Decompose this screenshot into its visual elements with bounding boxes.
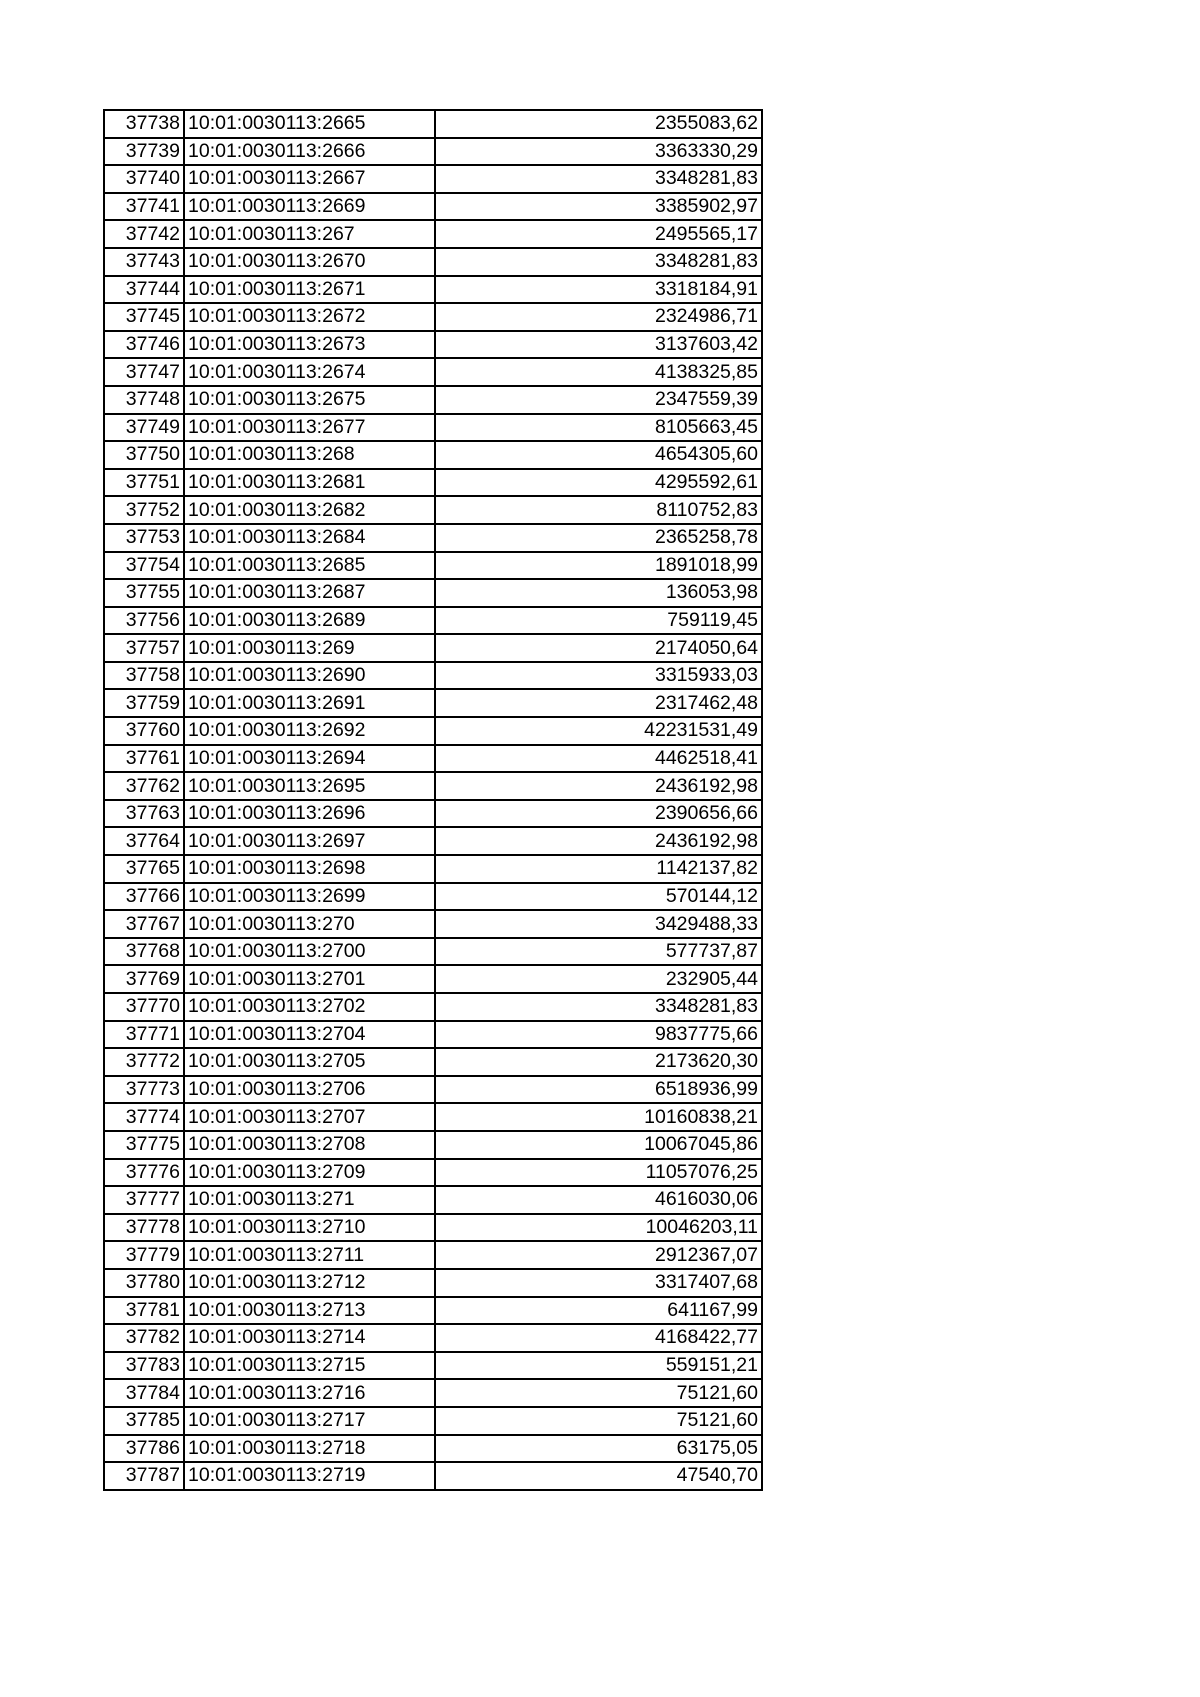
table-row xyxy=(104,220,762,248)
cadastral-number-cell: 10:01:0030113:2673 xyxy=(184,331,435,359)
cadastral-number-cell: 10:01:0030113:2695 xyxy=(184,772,435,800)
cadastral-value-cell: 570144,12 xyxy=(435,883,762,911)
row-number-cell: 37764 xyxy=(104,827,184,855)
cadastral-value-cell: 2365258,78 xyxy=(435,524,762,552)
cadastral-number-cell: 10:01:0030113:2706 xyxy=(184,1076,435,1104)
table-row xyxy=(104,1159,762,1187)
table-row xyxy=(104,1297,762,1325)
row-number-cell: 37770 xyxy=(104,993,184,1021)
table-row xyxy=(104,993,762,1021)
cadastral-number-cell: 10:01:0030113:2666 xyxy=(184,138,435,166)
row-number-cell: 37753 xyxy=(104,524,184,552)
cadastral-value-cell: 11057076,25 xyxy=(435,1159,762,1187)
row-number-cell: 37773 xyxy=(104,1076,184,1104)
cadastral-number-cell: 10:01:0030113:2697 xyxy=(184,827,435,855)
row-number-cell: 37774 xyxy=(104,1103,184,1131)
cadastral-value-cell: 2912367,07 xyxy=(435,1241,762,1269)
row-number-cell: 37771 xyxy=(104,1021,184,1049)
table-row xyxy=(104,1214,762,1242)
cadastral-value-cell: 1142137,82 xyxy=(435,855,762,883)
cadastral-value-cell: 232905,44 xyxy=(435,965,762,993)
table-row xyxy=(104,1407,762,1435)
row-number-cell: 37754 xyxy=(104,552,184,580)
cadastral-value-cell: 2436192,98 xyxy=(435,827,762,855)
cadastral-value-cell: 3317407,68 xyxy=(435,1269,762,1297)
row-number-cell: 37772 xyxy=(104,1048,184,1076)
table-row xyxy=(104,248,762,276)
row-number-cell: 37748 xyxy=(104,386,184,414)
row-number-cell: 37767 xyxy=(104,910,184,938)
row-number-cell: 37765 xyxy=(104,855,184,883)
table-row xyxy=(104,745,762,773)
table-row xyxy=(104,1131,762,1159)
row-number-cell: 37784 xyxy=(104,1379,184,1407)
cadastral-number-cell: 10:01:0030113:2708 xyxy=(184,1131,435,1159)
row-number-cell: 37786 xyxy=(104,1435,184,1463)
cadastral-number-cell: 10:01:0030113:2675 xyxy=(184,386,435,414)
table-row xyxy=(104,800,762,828)
table-row xyxy=(104,827,762,855)
cadastral-number-cell: 10:01:0030113:2718 xyxy=(184,1435,435,1463)
row-number-cell: 37777 xyxy=(104,1186,184,1214)
cadastral-value-cell: 75121,60 xyxy=(435,1379,762,1407)
cadastral-number-cell: 10:01:0030113:2716 xyxy=(184,1379,435,1407)
cadastral-number-cell: 10:01:0030113:268 xyxy=(184,441,435,469)
cadastral-number-cell: 10:01:0030113:2700 xyxy=(184,938,435,966)
row-number-cell: 37743 xyxy=(104,248,184,276)
cadastral-value-cell: 2436192,98 xyxy=(435,772,762,800)
row-number-cell: 37755 xyxy=(104,579,184,607)
table-row xyxy=(104,1021,762,1049)
cadastral-number-cell: 10:01:0030113:2719 xyxy=(184,1462,435,1490)
table-row xyxy=(104,1076,762,1104)
cadastral-value-cell: 8105663,45 xyxy=(435,414,762,442)
cadastral-value-cell: 577737,87 xyxy=(435,938,762,966)
row-number-cell: 37778 xyxy=(104,1214,184,1242)
cadastral-value-cell: 10067045,86 xyxy=(435,1131,762,1159)
cadastral-number-cell: 10:01:0030113:2682 xyxy=(184,496,435,524)
row-number-cell: 37763 xyxy=(104,800,184,828)
table-row xyxy=(104,938,762,966)
cadastral-number-cell: 10:01:0030113:2702 xyxy=(184,993,435,1021)
row-number-cell: 37768 xyxy=(104,938,184,966)
cadastral-value-cell: 4654305,60 xyxy=(435,441,762,469)
cadastral-number-cell: 10:01:0030113:2713 xyxy=(184,1297,435,1325)
table-row xyxy=(104,1324,762,1352)
cadastral-number-cell: 10:01:0030113:2707 xyxy=(184,1103,435,1131)
row-number-cell: 37757 xyxy=(104,634,184,662)
row-number-cell: 37744 xyxy=(104,276,184,304)
row-number-cell: 37756 xyxy=(104,607,184,635)
row-number-cell: 37759 xyxy=(104,689,184,717)
cadastral-number-cell: 10:01:0030113:2714 xyxy=(184,1324,435,1352)
row-number-cell: 37741 xyxy=(104,193,184,221)
table-row xyxy=(104,193,762,221)
cadastral-number-cell: 10:01:0030113:2687 xyxy=(184,579,435,607)
table-row xyxy=(104,662,762,690)
cadastral-number-cell: 10:01:0030113:2694 xyxy=(184,745,435,773)
cadastral-number-cell: 10:01:0030113:2699 xyxy=(184,883,435,911)
table-row xyxy=(104,1435,762,1463)
cadastral-value-cell: 3363330,29 xyxy=(435,138,762,166)
table-row xyxy=(104,579,762,607)
row-number-cell: 37785 xyxy=(104,1407,184,1435)
table-row xyxy=(104,689,762,717)
row-number-cell: 37762 xyxy=(104,772,184,800)
cadastral-value-cell: 3429488,33 xyxy=(435,910,762,938)
table-row xyxy=(104,441,762,469)
cadastral-number-cell: 10:01:0030113:2690 xyxy=(184,662,435,690)
table-row xyxy=(104,110,762,138)
table-row xyxy=(104,772,762,800)
cadastral-number-cell: 10:01:0030113:2701 xyxy=(184,965,435,993)
cadastral-number-cell: 10:01:0030113:2711 xyxy=(184,1241,435,1269)
row-number-cell: 37740 xyxy=(104,165,184,193)
cadastral-value-cell: 47540,70 xyxy=(435,1462,762,1490)
cadastral-value-cell: 2347559,39 xyxy=(435,386,762,414)
cadastral-number-cell: 10:01:0030113:2665 xyxy=(184,110,435,138)
cadastral-value-cell: 641167,99 xyxy=(435,1297,762,1325)
cadastral-value-cell: 3385902,97 xyxy=(435,193,762,221)
row-number-cell: 37783 xyxy=(104,1352,184,1380)
cadastral-number-cell: 10:01:0030113:270 xyxy=(184,910,435,938)
cadastral-number-cell: 10:01:0030113:269 xyxy=(184,634,435,662)
cadastral-number-cell: 10:01:0030113:267 xyxy=(184,220,435,248)
cadastral-value-cell: 6518936,99 xyxy=(435,1076,762,1104)
table-row xyxy=(104,1379,762,1407)
cadastral-number-cell: 10:01:0030113:2670 xyxy=(184,248,435,276)
table-row xyxy=(104,1186,762,1214)
table-row xyxy=(104,717,762,745)
table-row xyxy=(104,1269,762,1297)
cadastral-value-cell: 4462518,41 xyxy=(435,745,762,773)
cadastral-value-cell: 3348281,83 xyxy=(435,165,762,193)
cadastral-value-cell: 10046203,11 xyxy=(435,1214,762,1242)
row-number-cell: 37760 xyxy=(104,717,184,745)
cadastral-value-cell: 4138325,85 xyxy=(435,358,762,386)
cadastral-number-cell: 10:01:0030113:2712 xyxy=(184,1269,435,1297)
row-number-cell: 37776 xyxy=(104,1159,184,1187)
cadastral-number-cell: 10:01:0030113:2696 xyxy=(184,800,435,828)
cadastral-number-cell: 10:01:0030113:2705 xyxy=(184,1048,435,1076)
cadastral-number-cell: 10:01:0030113:2672 xyxy=(184,303,435,331)
cadastral-value-cell: 136053,98 xyxy=(435,579,762,607)
row-number-cell: 37782 xyxy=(104,1324,184,1352)
table-row xyxy=(104,1048,762,1076)
table-row xyxy=(104,524,762,552)
cadastral-value-cell: 1891018,99 xyxy=(435,552,762,580)
cadastral-value-cell: 3137603,42 xyxy=(435,331,762,359)
cadastral-value-cell: 2355083,62 xyxy=(435,110,762,138)
table-row xyxy=(104,883,762,911)
cadastral-value-cell: 2495565,17 xyxy=(435,220,762,248)
cadastral-number-cell: 10:01:0030113:2709 xyxy=(184,1159,435,1187)
table-row xyxy=(104,1241,762,1269)
row-number-cell: 37758 xyxy=(104,662,184,690)
table-row xyxy=(104,276,762,304)
cadastral-value-cell: 3315933,03 xyxy=(435,662,762,690)
table-row xyxy=(104,607,762,635)
cadastral-number-cell: 10:01:0030113:2685 xyxy=(184,552,435,580)
table-body xyxy=(104,110,762,1490)
row-number-cell: 37742 xyxy=(104,220,184,248)
cadastral-value-cell: 10160838,21 xyxy=(435,1103,762,1131)
cadastral-number-cell: 10:01:0030113:2698 xyxy=(184,855,435,883)
cadastral-value-cell: 9837775,66 xyxy=(435,1021,762,1049)
row-number-cell: 37775 xyxy=(104,1131,184,1159)
table-row xyxy=(104,855,762,883)
table-row xyxy=(104,910,762,938)
table-row xyxy=(104,386,762,414)
row-number-cell: 37787 xyxy=(104,1462,184,1490)
cadastral-value-cell: 2173620,30 xyxy=(435,1048,762,1076)
row-number-cell: 37769 xyxy=(104,965,184,993)
table-row xyxy=(104,303,762,331)
cadastral-value-cell: 3318184,91 xyxy=(435,276,762,304)
row-number-cell: 37750 xyxy=(104,441,184,469)
table-row xyxy=(104,496,762,524)
table-row xyxy=(104,358,762,386)
row-number-cell: 37766 xyxy=(104,883,184,911)
row-number-cell: 37779 xyxy=(104,1241,184,1269)
table-row xyxy=(104,634,762,662)
cadastral-value-cell: 2317462,48 xyxy=(435,689,762,717)
cadastral-number-cell: 10:01:0030113:2669 xyxy=(184,193,435,221)
row-number-cell: 37780 xyxy=(104,1269,184,1297)
table-row xyxy=(104,138,762,166)
table-row xyxy=(104,469,762,497)
table-row xyxy=(104,414,762,442)
cadastral-number-cell: 10:01:0030113:2671 xyxy=(184,276,435,304)
table-row xyxy=(104,1103,762,1131)
cadastral-value-cell: 2174050,64 xyxy=(435,634,762,662)
row-number-cell: 37746 xyxy=(104,331,184,359)
cadastral-number-cell: 10:01:0030113:2691 xyxy=(184,689,435,717)
cadastral-number-cell: 10:01:0030113:2667 xyxy=(184,165,435,193)
row-number-cell: 37781 xyxy=(104,1297,184,1325)
row-number-cell: 37738 xyxy=(104,110,184,138)
cadastral-number-cell: 10:01:0030113:2689 xyxy=(184,607,435,635)
cadastral-value-cell: 3348281,83 xyxy=(435,248,762,276)
row-number-cell: 37752 xyxy=(104,496,184,524)
row-number-cell: 37739 xyxy=(104,138,184,166)
cadastral-value-table xyxy=(103,109,763,1491)
table-row xyxy=(104,1352,762,1380)
table-row xyxy=(104,965,762,993)
cadastral-value-cell: 3348281,83 xyxy=(435,993,762,1021)
table-row xyxy=(104,165,762,193)
row-number-cell: 37751 xyxy=(104,469,184,497)
cadastral-value-cell: 2324986,71 xyxy=(435,303,762,331)
cadastral-number-cell: 10:01:0030113:2717 xyxy=(184,1407,435,1435)
table-row xyxy=(104,1462,762,1490)
cadastral-number-cell: 10:01:0030113:2704 xyxy=(184,1021,435,1049)
cadastral-number-cell: 10:01:0030113:2674 xyxy=(184,358,435,386)
row-number-cell: 37749 xyxy=(104,414,184,442)
cadastral-value-cell: 63175,05 xyxy=(435,1435,762,1463)
cadastral-number-cell: 10:01:0030113:2681 xyxy=(184,469,435,497)
cadastral-value-cell: 759119,45 xyxy=(435,607,762,635)
cadastral-value-cell: 75121,60 xyxy=(435,1407,762,1435)
cadastral-number-cell: 10:01:0030113:2684 xyxy=(184,524,435,552)
cadastral-value-cell: 559151,21 xyxy=(435,1352,762,1380)
cadastral-value-cell: 4295592,61 xyxy=(435,469,762,497)
cadastral-number-cell: 10:01:0030113:2692 xyxy=(184,717,435,745)
cadastral-number-cell: 10:01:0030113:2715 xyxy=(184,1352,435,1380)
cadastral-number-cell: 10:01:0030113:2710 xyxy=(184,1214,435,1242)
cadastral-value-cell: 4616030,06 xyxy=(435,1186,762,1214)
cadastral-value-cell: 2390656,66 xyxy=(435,800,762,828)
table-row xyxy=(104,331,762,359)
cadastral-number-cell: 10:01:0030113:271 xyxy=(184,1186,435,1214)
cadastral-value-cell: 4168422,77 xyxy=(435,1324,762,1352)
cadastral-number-cell: 10:01:0030113:2677 xyxy=(184,414,435,442)
row-number-cell: 37761 xyxy=(104,745,184,773)
cadastral-value-cell: 8110752,83 xyxy=(435,496,762,524)
row-number-cell: 37745 xyxy=(104,303,184,331)
table-row xyxy=(104,552,762,580)
cadastral-value-cell: 42231531,49 xyxy=(435,717,762,745)
row-number-cell: 37747 xyxy=(104,358,184,386)
